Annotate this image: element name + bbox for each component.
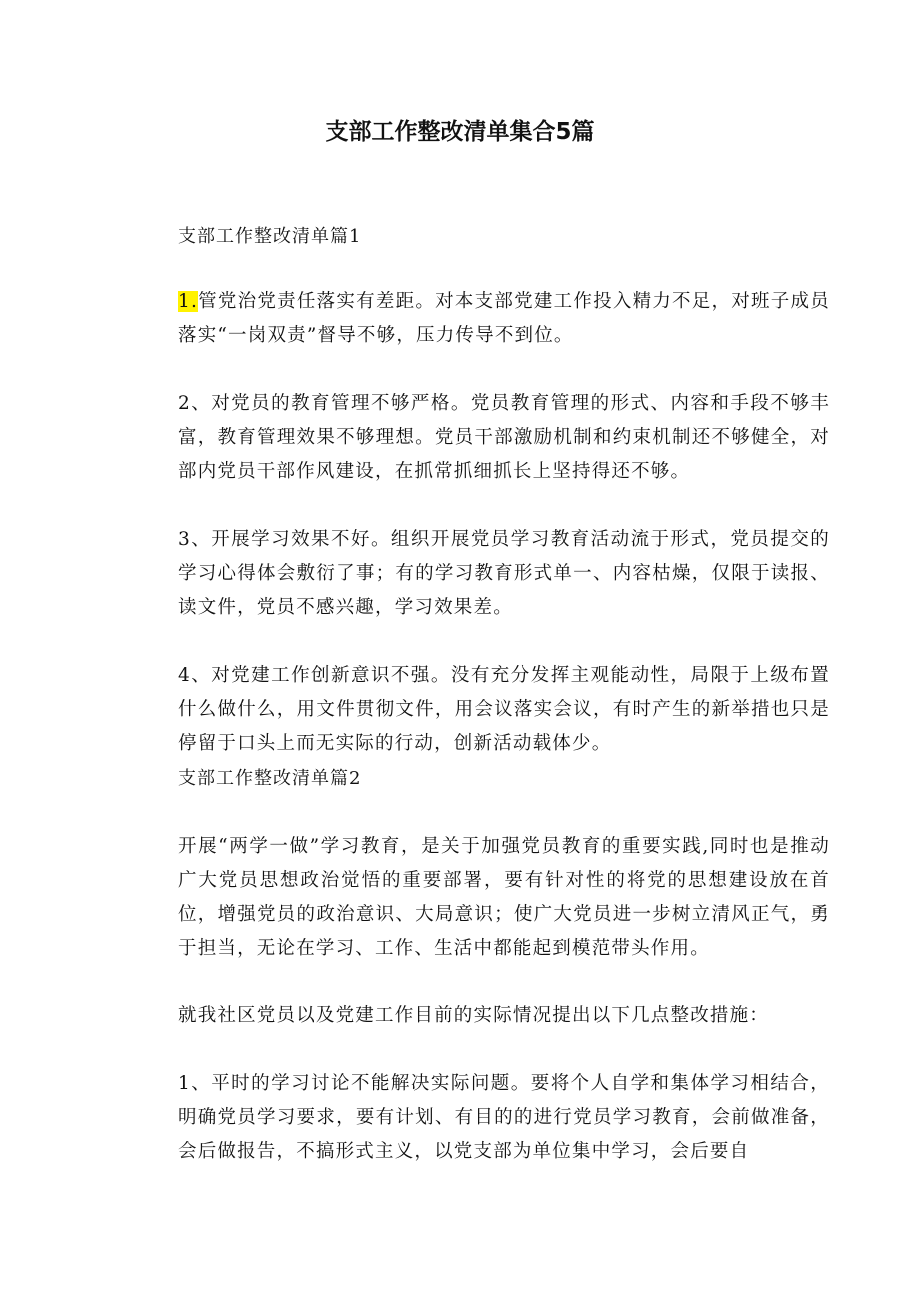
paragraph-measure-1: 1、平时的学习讨论不能解决实际问题。要将个人自学和集体学习相结合，明确党员学习要求，要有计划、有目的的进行党员学习教育，会前做准备，会后做报告，不搞形式主义，以党支部为单位集中学习，会后要自 (178, 1073, 830, 1162)
paragraph-measures-intro: 就我社区党员以及党建工作目前的实际情况提出以下几点整改措施： (178, 1005, 770, 1026)
paragraph-text: 管党治党责任落实有差距。对本支部党建工作投入精力不足，对班子成员落实“一岗双责”督导不够，压力传导不到位。 (178, 291, 830, 346)
section-heading-2: 支部工作整改清单篇2 (178, 768, 362, 789)
section-heading-1: 支部工作整改清单篇1 (178, 226, 362, 247)
document-title: 支部工作整改清单集合5篇 (325, 119, 595, 145)
paragraph-intro: 开展“两学一做”学习教育，是关于加强党员教育的重要实践,同时也是推动广大党员思想政治觉悟的重要部署，要有针对性的将党的思想建设放在首位，增强党员的政治意识、大局意识；使广大党员进一步树立清风正气，勇于担当，无论在学习、工作、生活中都能起到模范带头作用。 (178, 836, 830, 959)
paragraph-item-4: 4、对党建工作创新意识不强。没有充分发挥主观能动性，局限于上级布置什么做什么，用文件贯彻文件，用会议落实会议，有时产生的新举措也只是停留于口头上而无实际的行动，创新活动载体少。 (178, 665, 830, 754)
highlighted-number: 1. (178, 291, 199, 312)
paragraph-item-2: 2、对党员的教育管理不够严格。党员教育管理的形式、内容和手段不够丰富，教育管理效果不够理想。党员干部激励机制和约束机制还不够健全，对部内党员干部作风建设，在抓常抓细抓长上坚持得还不够。 (178, 393, 830, 482)
paragraph-item-1 (135, 285, 830, 353)
paragraph-item-3: 3、开展学习效果不好。组织开展党员学习教育活动流于形式，党员提交的学习心得体会敷衍了事；有的学习教育形式单一、内容枯燥，仅限于读报、读文件，党员不感兴趣，学习效果差。 (178, 529, 830, 618)
